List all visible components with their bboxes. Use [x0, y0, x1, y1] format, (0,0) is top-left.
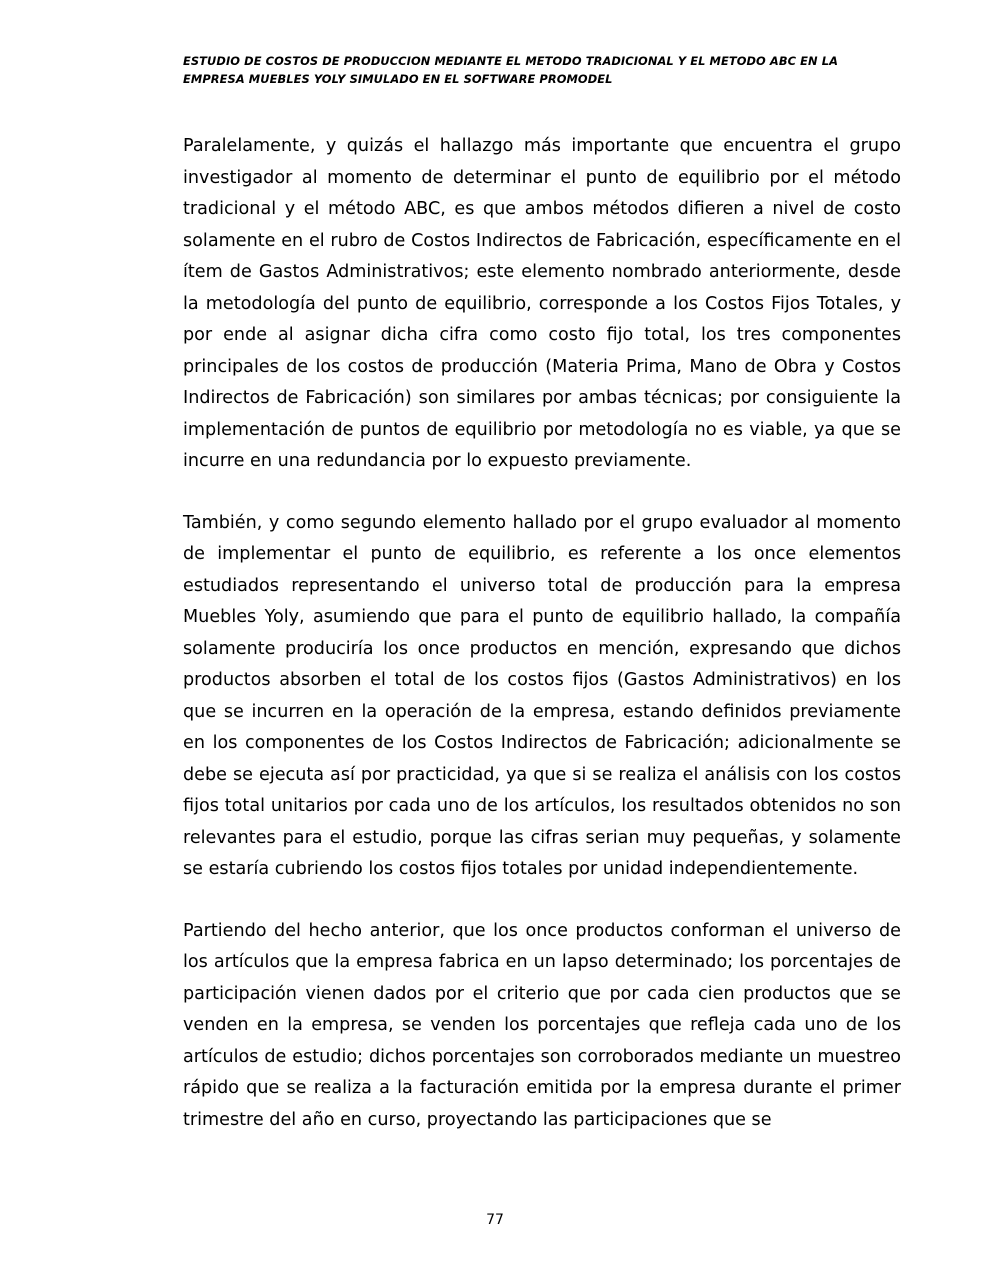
paragraph: Paralelamente, y quizás el hallazgo más importante que encuentra el grupo investigador al momento de determinar el punto de equilibrio por el método tradicional y el método ABC, es que ambos métodos difieren a nivel de costo solamente en el rubro de Costos Indirectos de Fabricación, específicamente en el ítem de Gastos Administrativos; este elemento nombrado anteriormente, desde la metodología del punto de equilibrio, corresponde a los Costos Fijos Totales, y por ende al asignar dicha cifra como costo fijo total, los tres componentes principales de los costos de producción (Materia Prima, Mano de Obra y Costos Indirectos de Fabricación) son similares por ambas técnicas; por consiguiente la implementación de puntos de equilibrio por metodología no es viable, ya que se incurre en una redundancia por lo expuesto previamente. [183, 136, 901, 471]
paragraph: También, y como segundo elemento hallado por el grupo evaluador al momento de implementar el punto de equilibrio, es referente a los once elementos estudiados representando el universo total de producción para la empresa Muebles Yoly, asumiendo que para el punto de equilibrio hallado, la compañía solamente produciría los once productos en mención, expresando que dichos productos absorben el total de los costos fijos (Gastos Administrativos) en los que se incurren en la operación de la empresa, estando definidos previamente en los componentes de los Costos Indirectos de Fabricación; adicionalmente se debe se ejecuta así por practicidad, ya que si se realiza el análisis con los costos fijos total unitarios por cada uno de los artículos, los resultados obtenidos no son relevantes para el estudio, porque las cifras serian muy pequeñas, y solamente se estaría cubriendo los costos fijos totales por unidad independientemente. [183, 512, 901, 879]
running-head: ESTUDIO DE COSTOS DE PRODUCCION MEDIANTE EL METODO TRADICIONAL Y EL METODO ABC EN LA EMPRESA MUEBLES YOLY SIMULADO EN EL SOFTWARE PROMODEL [183, 54, 838, 86]
body-text [183, 131, 901, 1136]
paragraph: Partiendo del hecho anterior, que los once productos conforman el universo de los artículos que la empresa fabrica en un lapso determinado; los porcentajes de participación vienen dados por el criterio que por cada cien productos que se venden en la empresa, se venden los porcentajes que refleja cada uno de los artículos de estudio; dichos porcentajes son corroborados mediante un muestreo rápido que se realiza a la facturación emitida por la empresa durante el primer trimestre del año en curso, proyectando las participaciones que se [183, 920, 901, 1130]
page-number: 77 [486, 1212, 504, 1228]
